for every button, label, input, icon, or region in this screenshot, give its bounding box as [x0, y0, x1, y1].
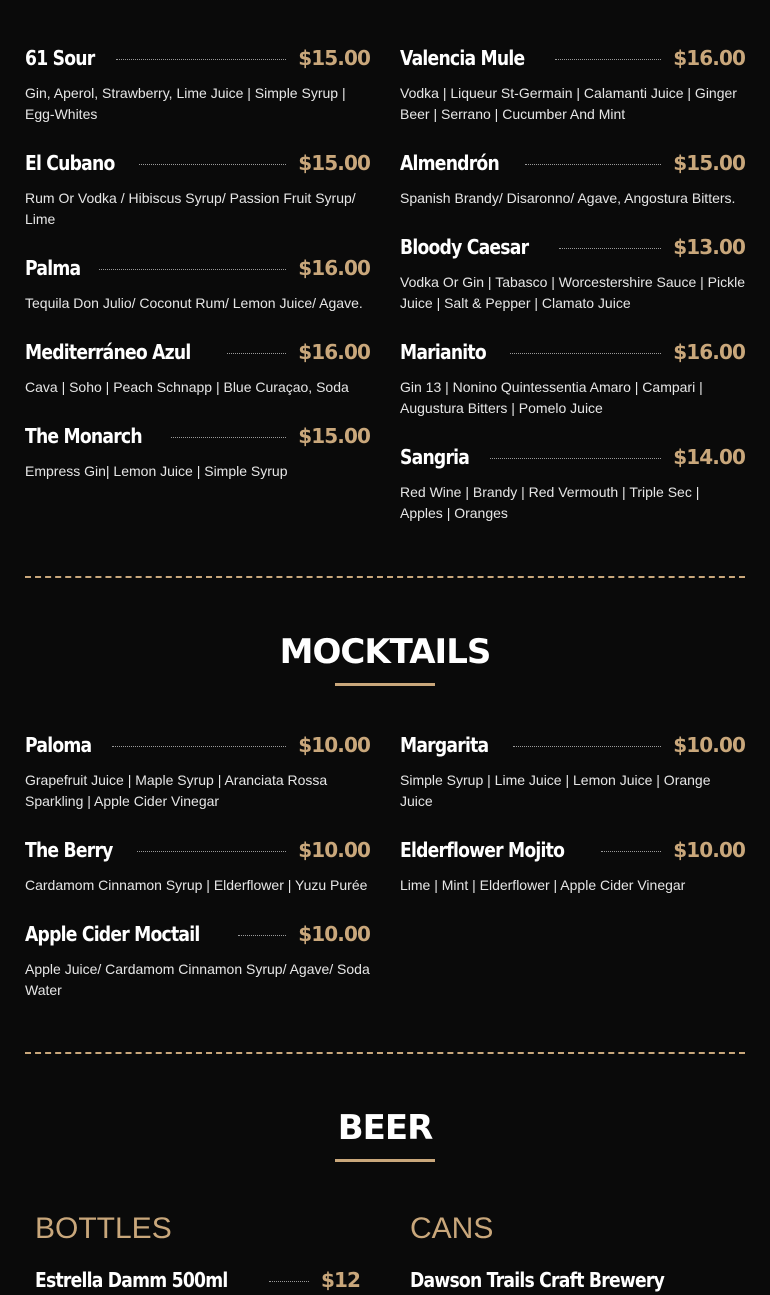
menu-item	[400, 148, 745, 209]
item-price: $13.00	[673, 235, 745, 259]
dotted-leader	[112, 746, 286, 747]
dotted-leader	[99, 269, 286, 270]
dotted-leader	[139, 164, 286, 165]
menu-item	[410, 1265, 745, 1295]
menu-item	[400, 43, 745, 125]
beer-cans-heading: CANS	[410, 1212, 494, 1245]
menu-item	[35, 1265, 360, 1295]
item-name: Sangria	[400, 445, 470, 469]
item-name: Bloody Caesar	[400, 235, 529, 259]
item-price: $10.00	[298, 733, 370, 757]
dotted-leader	[513, 746, 661, 747]
menu-item	[400, 232, 745, 314]
item-description: Gin, Aperol, Strawberry, Lime Juice | Simple Syrup | Egg-Whites	[25, 85, 346, 122]
item-name: Mediterráneo Azul	[25, 340, 191, 364]
item-description: Gin 13 | Nonino Quintessentia Amaro | Campari | Augustura Bitters | Pomelo Juice	[400, 379, 703, 416]
dotted-leader	[510, 353, 661, 354]
menu-item	[25, 835, 370, 896]
item-description: Spanish Brandy/ Disaronno/ Agave, Angostura Bitters.	[400, 190, 736, 206]
dotted-leader	[171, 437, 286, 438]
item-description: Vodka Or Gin | Tabasco | Worcestershire Sauce | Pickle Juice | Salt & Pepper | Clamato Juice	[400, 274, 745, 311]
item-name: Elderflower Mojito	[400, 838, 565, 862]
item-name: Apple Cider Moctail	[25, 922, 200, 946]
item-price: $16.00	[673, 340, 745, 364]
item-price: $12	[320, 1268, 360, 1292]
dotted-leader	[601, 851, 661, 852]
item-description: Vodka | Liqueur St-Germain | Calamanti Juice | Ginger Beer | Serrano | Cucumber And Mint	[400, 85, 737, 122]
item-name: The Berry	[25, 838, 113, 862]
item-description: Empress Gin| Lemon Juice | Simple Syrup	[25, 463, 288, 479]
item-name: Marianito	[400, 340, 486, 364]
section-title-underline	[335, 683, 435, 686]
dotted-leader	[559, 248, 661, 249]
menu-item	[25, 43, 370, 125]
item-price: $15.00	[673, 151, 745, 175]
item-description: Rum Or Vodka / Hibiscus Syrup/ Passion Fruit Syrup/ Lime	[25, 190, 356, 227]
item-name: Valencia Mule	[400, 46, 525, 70]
item-price: $10.00	[298, 922, 370, 946]
item-description: Red Wine | Brandy | Red Vermouth | Triple Sec | Apples | Oranges	[400, 484, 700, 521]
item-name: Margarita	[400, 733, 489, 757]
item-price: $15.00	[298, 151, 370, 175]
dotted-leader	[137, 851, 286, 852]
menu-item	[25, 919, 370, 1001]
item-name: The Monarch	[25, 424, 142, 448]
menu-item	[400, 730, 745, 812]
item-name: 61 Sour	[25, 46, 95, 70]
item-price: $10.00	[298, 838, 370, 862]
menu-item	[400, 442, 745, 524]
item-description: Grapefruit Juice | Maple Syrup | Aranciata Rossa Sparkling | Apple Cider Vinegar	[25, 772, 328, 809]
dotted-leader	[227, 353, 286, 354]
item-description: Lime | Mint | Elderflower | Apple Cider Vinegar	[400, 877, 686, 893]
cocktails-section	[25, 43, 745, 533]
item-name: El Cubano	[25, 151, 115, 175]
item-description: Cava | Soho | Peach Schnapp | Blue Curaçao, Soda	[25, 379, 349, 395]
menu-item	[25, 253, 370, 314]
item-name: Paloma	[25, 733, 92, 757]
dotted-leader	[490, 458, 661, 459]
dotted-leader	[116, 59, 286, 60]
item-name: Palma	[25, 256, 81, 280]
section-title-underline	[335, 1159, 435, 1162]
section-title-beer: BEER	[337, 1108, 433, 1148]
menu-item	[400, 337, 745, 419]
item-price: $16.00	[298, 256, 370, 280]
item-name: Dawson Trails Craft Brewery	[410, 1268, 665, 1292]
mocktails-section	[25, 730, 745, 1020]
dotted-leader	[525, 164, 661, 165]
section-divider	[25, 576, 745, 578]
item-price: $15.00	[298, 46, 370, 70]
dotted-leader	[269, 1281, 309, 1282]
item-name: Almendrón	[400, 151, 499, 175]
menu-item	[25, 337, 370, 398]
item-description: Apple Juice/ Cardamom Cinnamon Syrup/ Agave/ Soda Water	[25, 961, 370, 998]
item-price: $16.00	[673, 46, 745, 70]
menu-item	[25, 730, 370, 812]
item-description: Simple Syrup | Lime Juice | Lemon Juice | Orange Juice	[400, 772, 711, 809]
item-description: Cardamom Cinnamon Syrup | Elderflower | Yuzu Purée	[25, 877, 368, 893]
section-title-mocktails: MOCKTAILS	[279, 632, 491, 672]
dotted-leader	[238, 935, 286, 936]
item-price: $10.00	[673, 838, 745, 862]
item-description: Tequila Don Julio/ Coconut Rum/ Lemon Juice/ Agave.	[25, 295, 363, 311]
menu-item	[25, 148, 370, 230]
menu-item	[25, 421, 370, 482]
dotted-leader	[555, 59, 662, 60]
beer-bottles-heading: BOTTLES	[35, 1212, 172, 1245]
item-name: Estrella Damm 500ml	[35, 1268, 228, 1292]
item-price: $10.00	[673, 733, 745, 757]
item-price: $15.00	[298, 424, 370, 448]
item-price: $16.00	[298, 340, 370, 364]
section-divider	[25, 1052, 745, 1054]
menu-item	[400, 835, 745, 896]
item-price: $14.00	[673, 445, 745, 469]
